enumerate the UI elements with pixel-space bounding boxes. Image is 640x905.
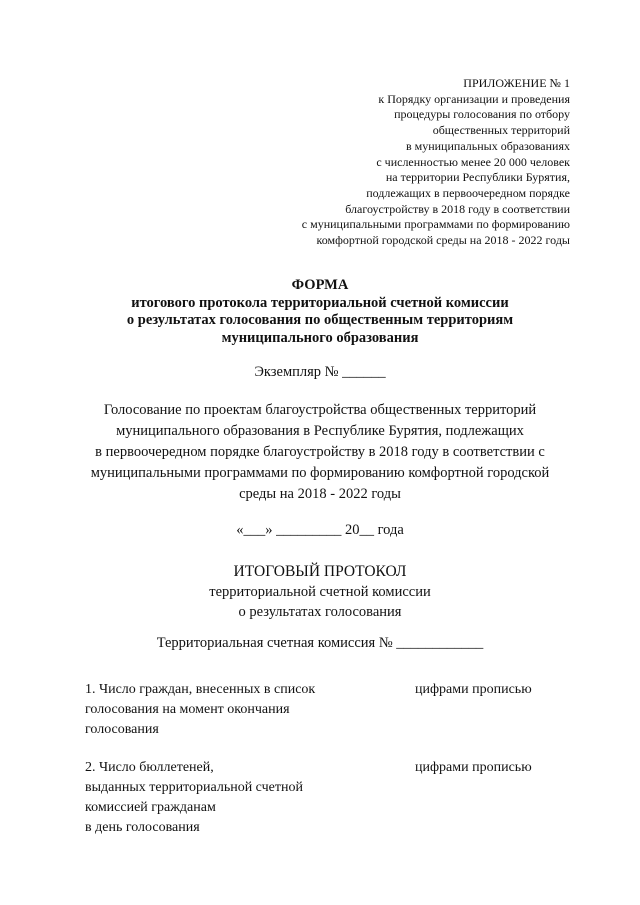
- appendix-line: ПРИЛОЖЕНИЕ № 1: [463, 76, 570, 90]
- item-2-columns: цифрами прописью: [415, 760, 532, 775]
- appendix-line: в муниципальных образованиях: [405, 138, 570, 153]
- appendix-line: с муниципальными программами по формированию: [301, 217, 570, 232]
- voting-line: в первоочередном порядке благоустройству в 2018 году в соответствии с: [95, 444, 545, 460]
- form-title-line: о результатах голосования по общественным территориям: [126, 312, 514, 328]
- protocol-heading: [0, 562, 640, 622]
- form-title: [0, 277, 640, 347]
- protocol-subtitle: территориальной счетной комиссии: [209, 584, 431, 600]
- appendix-line: процедуры голосования по отбору: [394, 107, 570, 122]
- appendix-line: общественных территорий: [432, 123, 570, 138]
- voting-description: [0, 400, 640, 505]
- date-line: «___» _________ 20__ года: [236, 522, 404, 538]
- form-title-line: итогового протокола территориальной счетной комиссии: [131, 294, 509, 311]
- appendix-line: на территории Республики Бурятия,: [385, 170, 570, 185]
- form-title-line: ФОРМА: [291, 277, 349, 293]
- protocol-subtitle: о результатах голосования: [238, 604, 402, 620]
- appendix-header: [240, 76, 570, 249]
- protocol-item-2: [85, 758, 385, 838]
- item-line: выданных территориальной счетной: [85, 780, 303, 795]
- appendix-line: подлежащих в первоочередном порядке: [366, 185, 570, 200]
- item-line: комиссией гражданам: [85, 800, 216, 815]
- commission-number: Территориальная счетная комиссия № ____________: [156, 635, 484, 651]
- voting-line: среды на 2018 - 2022 годы: [239, 486, 401, 502]
- item-line: 2. Число бюллетеней,: [85, 760, 214, 775]
- item-line: в день голосования: [85, 820, 200, 835]
- form-title-line: муниципального образования: [221, 329, 419, 346]
- appendix-line: благоустройству в 2018 году в соответствии: [345, 201, 570, 216]
- copy-number: Экземпляр № ______: [254, 364, 386, 380]
- item-1-columns: цифрами прописью: [415, 682, 532, 697]
- voting-line: муниципального образования в Республике Бурятия, подлежащих: [116, 423, 524, 439]
- voting-line: Голосование по проектам благоустройства общественных территорий: [103, 402, 537, 418]
- item-line: 1. Число граждан, внесенных в список: [85, 682, 316, 697]
- protocol-title: ИТОГОВЫЙ ПРОТОКОЛ: [233, 563, 407, 580]
- appendix-line: к Порядку организации и проведения: [378, 91, 570, 106]
- appendix-line: с численностью менее 20 000 человек: [376, 154, 570, 169]
- voting-line: муниципальными программами по формированию комфортной городской: [90, 465, 550, 481]
- item-line: голосования: [85, 722, 159, 737]
- protocol-item-1: [85, 680, 385, 740]
- appendix-line: комфортной городской среды на 2018 - 2022 годы: [316, 233, 570, 248]
- item-line: голосования на момент окончания: [85, 702, 290, 717]
